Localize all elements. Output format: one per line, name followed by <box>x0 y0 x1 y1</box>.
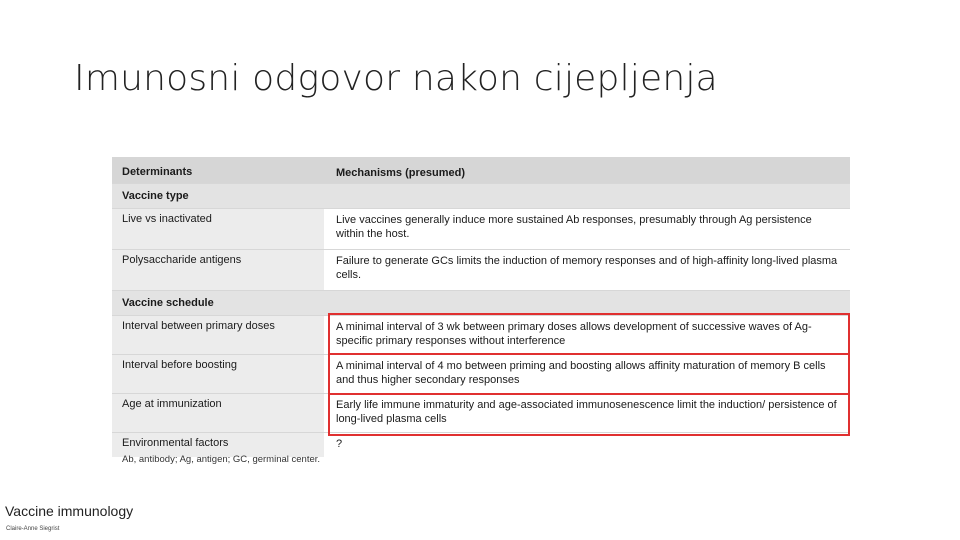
highlight-box-age <box>328 393 850 436</box>
row-determinant: Interval between primary doses <box>112 316 324 354</box>
section-vaccine-type <box>112 184 850 209</box>
header-mechanisms: Mechanisms (presumed) <box>336 167 465 179</box>
row-determinant: Live vs inactivated <box>112 209 324 249</box>
row-determinant: Environmental factors <box>112 433 324 457</box>
row-mechanism: A minimal interval of 4 mo between priming and boosting allows affinity maturation of memory B cells and thus higher secondary responses <box>324 355 850 393</box>
table-footnote: Ab, antibody; Ag, antigen; GC, germinal center. <box>122 454 321 465</box>
row-mechanism: A minimal interval of 3 wk between primary doses allows development of successive waves of Ag-specific primary responses without interference <box>324 316 850 354</box>
highlight-box-interval-boosting <box>328 353 850 395</box>
row-determinant: Interval before boosting <box>112 355 324 393</box>
header-determinants: Determinants <box>122 166 193 178</box>
row-determinant: Age at immunization <box>112 394 324 432</box>
table-row <box>112 209 850 250</box>
row-mechanism: Live vaccines generally induce more sustained Ab responses, presumably through Ag persistence within the host. <box>324 209 850 249</box>
section-label: Vaccine schedule <box>122 297 214 309</box>
table-header-row <box>112 157 850 184</box>
row-mechanism: Failure to generate GCs limits the induction of memory responses and of high-affinity long-lived plasma cells. <box>324 250 850 290</box>
brand-label: Vaccine immunology <box>5 503 134 519</box>
row-mechanism: Early life immune immaturity and age-associated immunosenescence limit the induction/ persistence of long-lived plasma cells <box>324 394 850 432</box>
row-determinant: Polysaccharide antigens <box>112 250 324 290</box>
author-label: Claire-Anne Siegrist <box>6 526 60 532</box>
highlight-box-interval-primary <box>328 313 850 355</box>
row-mechanism: ? <box>324 433 850 457</box>
slide-title: Imunosni odgovor nakon cijepljenja <box>74 58 718 99</box>
table-row <box>112 250 850 291</box>
section-label: Vaccine type <box>122 190 189 202</box>
